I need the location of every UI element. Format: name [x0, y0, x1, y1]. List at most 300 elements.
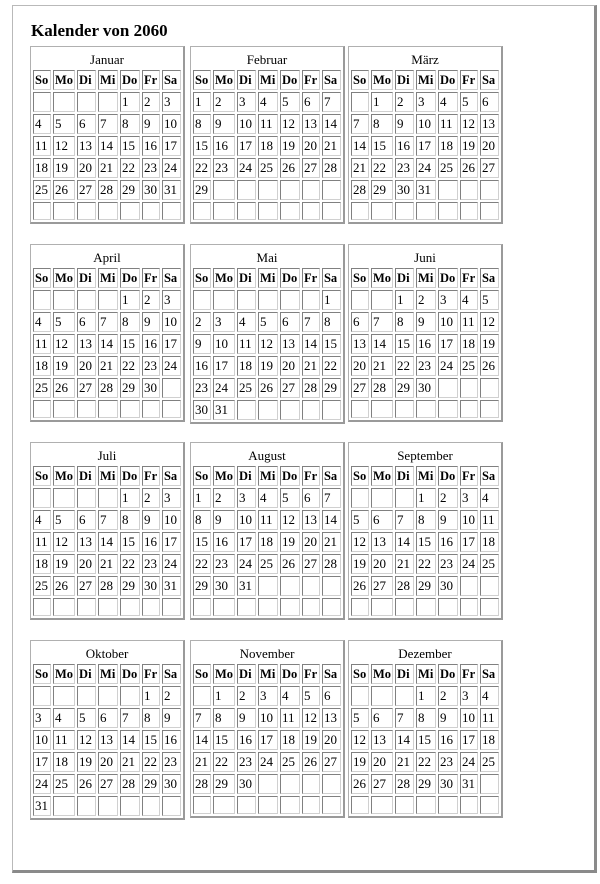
day-cell: 17 [416, 136, 436, 156]
day-cell: 18 [480, 730, 499, 750]
week-row [193, 312, 341, 332]
week-row [193, 774, 341, 794]
day-cell: 24 [213, 378, 235, 398]
empty-cell [460, 180, 478, 200]
day-cell: 6 [351, 312, 369, 332]
week-row [193, 180, 341, 200]
day-cell: 1 [120, 92, 140, 112]
day-cell: 18 [460, 334, 478, 354]
empty-cell [258, 202, 278, 220]
week-row [193, 202, 341, 220]
day-cell: 27 [280, 378, 300, 398]
weekday-header: Mo [213, 70, 235, 90]
day-cell: 20 [302, 532, 320, 552]
day-cell: 19 [280, 532, 300, 552]
day-cell: 24 [258, 752, 278, 772]
day-cell: 10 [162, 312, 181, 332]
empty-cell [280, 796, 300, 814]
day-cell: 9 [162, 708, 181, 728]
day-cell: 9 [237, 708, 256, 728]
month-table [349, 464, 501, 618]
day-cell: 17 [162, 334, 181, 354]
day-cell: 11 [33, 334, 51, 354]
empty-cell [371, 202, 393, 220]
month-dezember [348, 640, 503, 818]
week-row [351, 686, 499, 706]
empty-cell [480, 378, 499, 398]
week-row [193, 730, 341, 750]
day-cell: 11 [438, 114, 458, 134]
week-row [193, 598, 341, 616]
week-row [351, 180, 499, 200]
week-row [351, 400, 499, 418]
day-cell: 14 [193, 730, 211, 750]
day-cell: 7 [371, 312, 393, 332]
day-cell: 13 [98, 730, 118, 750]
month-table [349, 68, 501, 222]
day-cell: 20 [351, 356, 369, 376]
month-name: Juni [414, 250, 436, 265]
empty-cell [213, 180, 235, 200]
day-cell: 22 [120, 356, 140, 376]
day-cell: 30 [142, 378, 160, 398]
day-cell: 19 [77, 752, 96, 772]
month-august [190, 442, 345, 620]
empty-cell [77, 202, 96, 220]
weekday-header: Mo [213, 466, 235, 486]
day-cell: 10 [33, 730, 51, 750]
empty-cell [395, 488, 414, 508]
weekday-header: Sa [480, 268, 499, 288]
day-cell: 6 [77, 312, 96, 332]
weekday-header: Fr [142, 466, 160, 486]
week-row [351, 488, 499, 508]
day-cell: 12 [460, 114, 478, 134]
day-cell: 7 [98, 114, 118, 134]
day-cell: 14 [395, 532, 414, 552]
day-cell: 24 [162, 356, 181, 376]
day-cell: 2 [142, 488, 160, 508]
week-row [33, 400, 181, 418]
day-cell: 23 [237, 752, 256, 772]
week-row [193, 488, 341, 508]
empty-cell [193, 796, 211, 814]
empty-cell [302, 796, 320, 814]
empty-cell [142, 598, 160, 616]
day-cell: 10 [258, 708, 278, 728]
day-cell: 9 [416, 312, 436, 332]
day-cell: 22 [395, 356, 414, 376]
day-cell: 8 [322, 312, 341, 332]
month-name: April [93, 250, 121, 265]
empty-cell [480, 400, 499, 418]
day-cell: 21 [371, 356, 393, 376]
day-cell: 16 [438, 532, 458, 552]
day-cell: 1 [213, 686, 235, 706]
day-cell: 21 [322, 532, 341, 552]
weekday-header: Mo [213, 268, 235, 288]
weekday-header: Mo [53, 664, 75, 684]
weekday-header: So [351, 466, 369, 486]
day-cell: 17 [460, 532, 478, 552]
week-row [33, 180, 181, 200]
weekday-header: Sa [322, 664, 341, 684]
day-cell: 17 [162, 136, 181, 156]
day-cell: 2 [237, 686, 256, 706]
day-cell: 29 [213, 774, 235, 794]
day-cell: 20 [77, 554, 96, 574]
empty-cell [371, 400, 393, 418]
day-cell: 19 [258, 356, 278, 376]
day-cell: 27 [302, 554, 320, 574]
day-cell: 4 [33, 510, 51, 530]
day-cell: 18 [237, 356, 256, 376]
weekday-header: Mo [371, 268, 393, 288]
day-cell: 9 [142, 510, 160, 530]
day-cell: 24 [162, 554, 181, 574]
day-cell: 3 [213, 312, 235, 332]
empty-cell [322, 796, 341, 814]
weekday-header: Mi [258, 466, 278, 486]
day-cell: 10 [438, 312, 458, 332]
empty-cell [98, 796, 118, 816]
day-cell: 10 [237, 114, 256, 134]
month-table [191, 464, 343, 618]
empty-cell [322, 202, 341, 220]
day-cell: 9 [213, 510, 235, 530]
week-row [33, 312, 181, 332]
day-cell: 31 [416, 180, 436, 200]
day-cell: 25 [258, 158, 278, 178]
empty-cell [438, 180, 458, 200]
empty-cell [237, 180, 256, 200]
day-cell: 16 [162, 730, 181, 750]
day-cell: 21 [322, 136, 341, 156]
day-cell: 1 [120, 290, 140, 310]
empty-cell [460, 400, 478, 418]
day-cell: 22 [322, 356, 341, 376]
week-row [33, 730, 181, 750]
empty-cell [33, 598, 51, 616]
weekday-header: Sa [322, 70, 341, 90]
week-row [351, 576, 499, 596]
day-cell: 13 [302, 510, 320, 530]
day-cell: 7 [395, 510, 414, 530]
day-cell: 31 [162, 180, 181, 200]
empty-cell [77, 92, 96, 112]
weekday-header-row [351, 268, 499, 288]
day-cell: 29 [416, 576, 436, 596]
month-name: Dezember [398, 646, 452, 661]
empty-cell [258, 400, 278, 420]
day-cell: 6 [302, 488, 320, 508]
day-cell: 12 [480, 312, 499, 332]
day-cell: 29 [322, 378, 341, 398]
empty-cell [77, 598, 96, 616]
day-cell: 22 [193, 158, 211, 178]
week-row [351, 356, 499, 376]
empty-cell [120, 400, 140, 418]
week-row [33, 114, 181, 134]
day-cell: 13 [480, 114, 499, 134]
day-cell: 4 [480, 488, 499, 508]
weekday-header: Mo [53, 70, 75, 90]
day-cell: 4 [53, 708, 75, 728]
empty-cell [258, 576, 278, 596]
day-cell: 26 [53, 378, 75, 398]
day-cell: 15 [120, 334, 140, 354]
empty-cell [53, 598, 75, 616]
day-cell: 23 [416, 356, 436, 376]
day-cell: 23 [142, 356, 160, 376]
day-cell: 13 [302, 114, 320, 134]
empty-cell [371, 598, 393, 616]
weekday-header: Mi [258, 268, 278, 288]
day-cell: 24 [460, 554, 478, 574]
day-cell: 4 [460, 290, 478, 310]
empty-cell [302, 774, 320, 794]
day-cell: 30 [213, 576, 235, 596]
weekday-header: Mo [371, 466, 393, 486]
day-cell: 15 [193, 532, 211, 552]
day-cell: 30 [142, 180, 160, 200]
weekday-header: So [33, 466, 51, 486]
day-cell: 8 [193, 510, 211, 530]
week-row [193, 356, 341, 376]
weekday-header: Fr [460, 466, 478, 486]
empty-cell [193, 202, 211, 220]
week-row [351, 202, 499, 220]
weekday-header: Fr [460, 268, 478, 288]
day-cell: 14 [98, 334, 118, 354]
empty-cell [280, 774, 300, 794]
empty-cell [142, 202, 160, 220]
empty-cell [53, 488, 75, 508]
empty-cell [77, 290, 96, 310]
day-cell: 4 [258, 488, 278, 508]
weekday-header: Mi [258, 664, 278, 684]
week-row [351, 752, 499, 772]
weekday-header: Mi [98, 466, 118, 486]
weekday-header: Di [237, 466, 256, 486]
day-cell: 5 [280, 488, 300, 508]
day-cell: 22 [142, 752, 160, 772]
empty-cell [438, 598, 458, 616]
day-cell: 22 [120, 554, 140, 574]
week-row [33, 708, 181, 728]
empty-cell [460, 202, 478, 220]
day-cell: 11 [33, 532, 51, 552]
weekday-header: Sa [162, 664, 181, 684]
empty-cell [98, 400, 118, 418]
day-cell: 12 [351, 532, 369, 552]
day-cell: 28 [302, 378, 320, 398]
empty-cell [302, 180, 320, 200]
day-cell: 2 [142, 92, 160, 112]
weekday-header-row [33, 268, 181, 288]
empty-cell [280, 290, 300, 310]
day-cell: 28 [98, 180, 118, 200]
day-cell: 9 [193, 334, 211, 354]
weekday-header: Mi [258, 70, 278, 90]
day-cell: 16 [438, 730, 458, 750]
day-cell: 28 [371, 378, 393, 398]
day-cell: 30 [395, 180, 414, 200]
day-cell: 27 [480, 158, 499, 178]
day-cell: 23 [213, 554, 235, 574]
day-cell: 1 [142, 686, 160, 706]
day-cell: 2 [438, 488, 458, 508]
day-cell: 20 [98, 752, 118, 772]
empty-cell [258, 774, 278, 794]
empty-cell [33, 92, 51, 112]
day-cell: 30 [193, 400, 211, 420]
weekday-header: Di [237, 268, 256, 288]
empty-cell [120, 598, 140, 616]
page-title: Kalender von 2060 [31, 21, 168, 40]
week-row [193, 400, 341, 420]
day-cell: 23 [193, 378, 211, 398]
day-cell: 6 [77, 510, 96, 530]
day-cell: 8 [371, 114, 393, 134]
week-row [193, 510, 341, 530]
week-row [351, 730, 499, 750]
day-cell: 6 [302, 92, 320, 112]
weekday-header: Sa [480, 664, 499, 684]
weekday-header: Mo [213, 664, 235, 684]
day-cell: 6 [77, 114, 96, 134]
day-cell: 16 [416, 334, 436, 354]
week-row [193, 378, 341, 398]
empty-cell [162, 400, 181, 418]
day-cell: 30 [416, 378, 436, 398]
day-cell: 29 [142, 774, 160, 794]
empty-cell [322, 774, 341, 794]
empty-cell [53, 796, 75, 816]
day-cell: 17 [237, 136, 256, 156]
day-cell: 8 [142, 708, 160, 728]
weekday-header: Sa [322, 268, 341, 288]
day-cell: 5 [460, 92, 478, 112]
day-cell: 21 [120, 752, 140, 772]
weekday-header: So [33, 664, 51, 684]
weekday-header: So [193, 664, 211, 684]
day-cell: 13 [371, 730, 393, 750]
day-cell: 1 [416, 488, 436, 508]
empty-cell [98, 202, 118, 220]
day-cell: 20 [480, 136, 499, 156]
day-cell: 12 [77, 730, 96, 750]
day-cell: 18 [258, 136, 278, 156]
day-cell: 2 [416, 290, 436, 310]
month-juli [30, 442, 185, 620]
day-cell: 13 [77, 532, 96, 552]
day-cell: 19 [53, 158, 75, 178]
day-cell: 8 [416, 708, 436, 728]
empty-cell [395, 202, 414, 220]
day-cell: 22 [416, 752, 436, 772]
month-februar [190, 46, 345, 224]
month-september [348, 442, 503, 620]
day-cell: 7 [322, 488, 341, 508]
week-row [193, 114, 341, 134]
day-cell: 13 [371, 532, 393, 552]
empty-cell [395, 598, 414, 616]
day-cell: 1 [395, 290, 414, 310]
week-row [351, 158, 499, 178]
weekday-header: Mo [371, 70, 393, 90]
day-cell: 15 [416, 532, 436, 552]
day-cell: 20 [77, 158, 96, 178]
day-cell: 16 [395, 136, 414, 156]
day-cell: 28 [322, 554, 341, 574]
day-cell: 14 [322, 510, 341, 530]
empty-cell [351, 202, 369, 220]
day-cell: 17 [438, 334, 458, 354]
week-row [351, 334, 499, 354]
week-row [351, 554, 499, 574]
weekday-header: Mi [416, 664, 436, 684]
weekday-header: Fr [460, 70, 478, 90]
month-name: Januar [90, 52, 124, 67]
day-cell: 18 [280, 730, 300, 750]
day-cell: 15 [142, 730, 160, 750]
day-cell: 5 [77, 708, 96, 728]
day-cell: 15 [120, 136, 140, 156]
day-cell: 19 [53, 356, 75, 376]
day-cell: 30 [237, 774, 256, 794]
day-cell: 11 [258, 510, 278, 530]
empty-cell [302, 598, 320, 616]
day-cell: 14 [395, 730, 414, 750]
day-cell: 26 [460, 158, 478, 178]
day-cell: 29 [193, 576, 211, 596]
day-cell: 24 [438, 356, 458, 376]
day-cell: 28 [98, 576, 118, 596]
day-cell: 10 [162, 510, 181, 530]
weekday-header: Di [395, 268, 414, 288]
day-cell: 4 [33, 114, 51, 134]
empty-cell [258, 796, 278, 814]
weekday-header: Sa [480, 466, 499, 486]
day-cell: 11 [480, 510, 499, 530]
empty-cell [193, 290, 211, 310]
day-cell: 26 [280, 158, 300, 178]
day-cell: 2 [162, 686, 181, 706]
day-cell: 10 [460, 510, 478, 530]
month-table [191, 662, 343, 816]
day-cell: 25 [280, 752, 300, 772]
empty-cell [280, 576, 300, 596]
day-cell: 14 [371, 334, 393, 354]
empty-cell [258, 180, 278, 200]
weekday-header: Fr [302, 70, 320, 90]
day-cell: 23 [438, 752, 458, 772]
empty-cell [480, 180, 499, 200]
month-table [349, 266, 501, 420]
empty-cell [120, 796, 140, 816]
month-name: März [411, 52, 439, 67]
empty-cell [416, 400, 436, 418]
empty-cell [77, 796, 96, 816]
week-row [33, 202, 181, 220]
day-cell: 1 [193, 92, 211, 112]
day-cell: 18 [53, 752, 75, 772]
weekday-header: Fr [142, 268, 160, 288]
day-cell: 25 [33, 180, 51, 200]
day-cell: 16 [213, 532, 235, 552]
day-cell: 20 [280, 356, 300, 376]
